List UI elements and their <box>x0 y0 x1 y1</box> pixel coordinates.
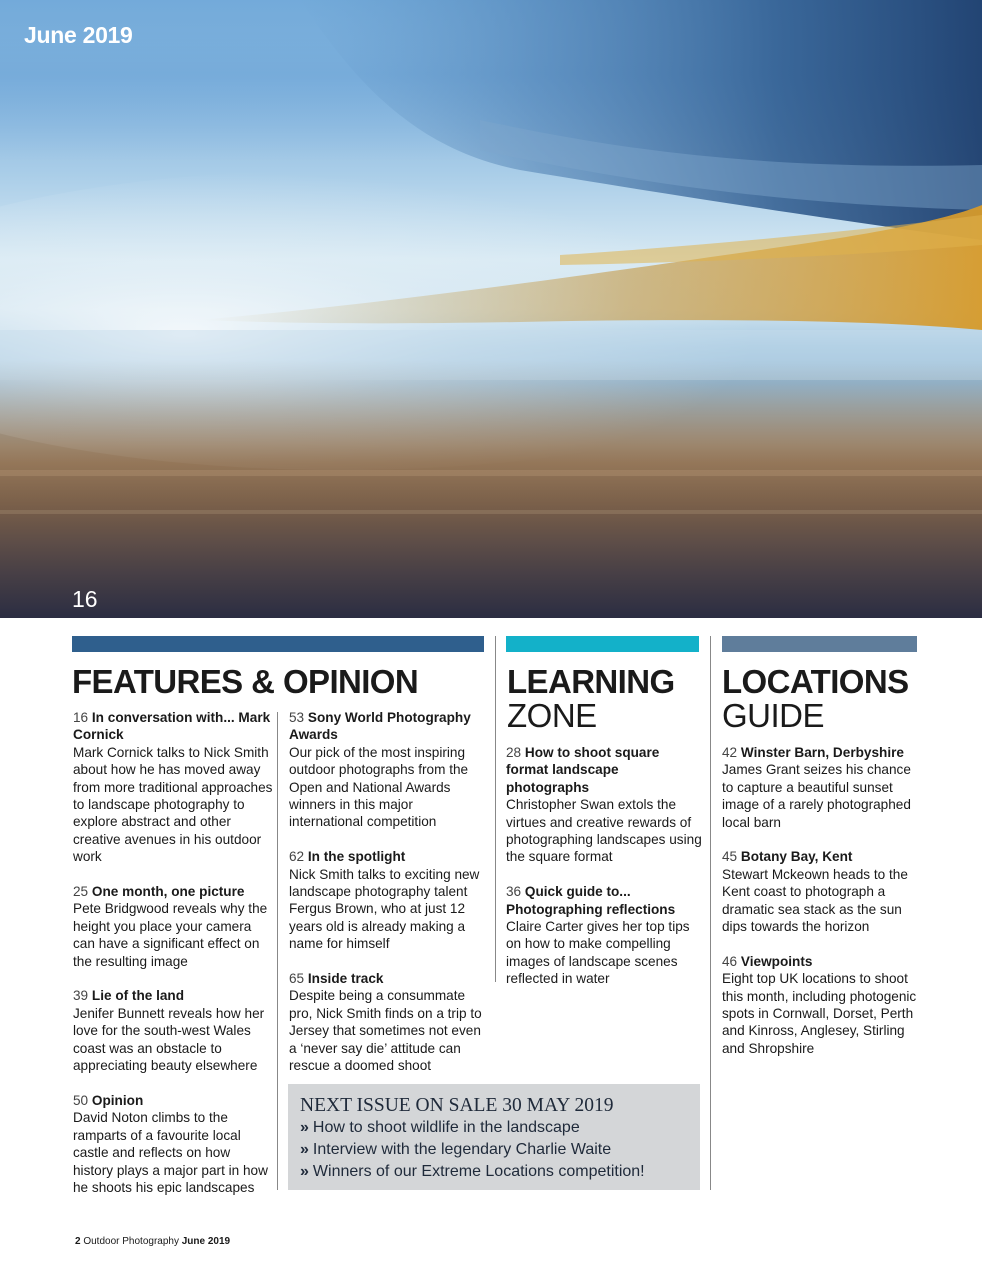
features-column-1 <box>73 709 273 1214</box>
contents-entry[interactable] <box>722 953 922 1057</box>
contents-entry[interactable] <box>73 1092 273 1196</box>
contents-entry[interactable] <box>289 970 489 1074</box>
column-divider <box>710 636 711 1190</box>
footer-issue: June 2019 <box>181 1236 231 1247</box>
entry-title: Lie of the land <box>91 988 185 1004</box>
footer-magazine-name: Outdoor Photography <box>83 1236 179 1247</box>
page-number: 25 <box>73 884 89 900</box>
entry-description: Our pick of the most inspiring outdoor photographs from the Open and National Awards winners in this major international competition <box>289 744 469 830</box>
contents-entry[interactable] <box>73 987 273 1074</box>
next-issue-item-text: How to shoot wildlife in the landscape <box>312 1119 580 1136</box>
contents-entry[interactable] <box>722 848 922 935</box>
entry-title: Sony World Photography Awards <box>289 710 471 743</box>
learning-heading: LEARNING <box>507 663 675 700</box>
contents-entry[interactable] <box>73 709 273 866</box>
hero-page-reference: 16 <box>72 586 98 612</box>
entry-description: James Grant seizes his chance to capture a beautiful sunset image of a rarely photographed local barn <box>722 762 911 830</box>
chevron-right-icon: » <box>300 1119 309 1136</box>
contents-entry[interactable] <box>506 883 702 987</box>
issue-date-label: June 2019 <box>24 22 133 48</box>
page-number: 42 <box>722 745 738 760</box>
locations-subheading: GUIDE <box>722 697 825 734</box>
entry-title: In the spotlight <box>307 849 406 865</box>
page-number: 39 <box>73 988 89 1004</box>
entry-description: Mark Cornick talks to Nick Smith about how he has moved away from more traditional approaches to landscape photography to explore abstract and other creative avenues in his outdoor work <box>73 744 273 865</box>
locations-section-bar <box>722 636 917 652</box>
page-number: 16 <box>73 710 89 725</box>
chevron-right-icon: » <box>300 1163 309 1180</box>
page-footer <box>75 1236 230 1247</box>
features-section-bar <box>72 636 484 652</box>
entry-title: Opinion <box>91 1092 144 1108</box>
entry-title: Winster Barn, Derbyshire <box>740 745 904 760</box>
entry-description: Christopher Swan extols the virtues and creative rewards of photographing landscapes using the square format <box>506 797 702 865</box>
contents-entry[interactable] <box>289 709 489 831</box>
entry-title: Inside track <box>307 971 384 987</box>
next-issue-item <box>300 1139 688 1161</box>
page-number: 36 <box>506 884 522 900</box>
page-number: 53 <box>289 710 305 725</box>
entry-title: Quick guide to... Photographing reflections <box>506 884 676 917</box>
column-divider <box>277 712 278 1190</box>
learning-section-bar <box>506 636 699 652</box>
locations-column <box>722 744 922 1075</box>
next-issue-item-text: Winners of our Extreme Locations competition! <box>312 1163 645 1180</box>
hero-photo <box>0 0 982 618</box>
entry-description: Claire Carter gives her top tips on how to make compelling images of landscape scenes reflected in water <box>506 919 690 987</box>
next-issue-item <box>300 1161 688 1183</box>
column-divider <box>495 636 496 982</box>
contents-entry[interactable] <box>73 883 273 970</box>
entry-description: Jenifer Bunnett reveals how her love for the south-west Wales coast was an obstacle to appreciating beauty elsewhere <box>73 1005 265 1074</box>
entry-description: Despite being a consummate pro, Nick Smith finds on a trip to Jersey that sometimes not even a ‘never say die’ attitude can rescue a doomed shoot <box>289 988 482 1074</box>
entry-title: Botany Bay, Kent <box>740 849 853 865</box>
next-issue-item-text: Interview with the legendary Charlie Waite <box>312 1141 612 1158</box>
entry-description: Nick Smith talks to exciting new landscape photography talent Fergus Brown, who at just 12 years old is already making a name for himself <box>289 866 480 952</box>
features-heading: FEATURES & OPINION <box>72 663 419 700</box>
page-number: 50 <box>73 1092 89 1108</box>
next-issue-title: NEXT ISSUE ON SALE 30 MAY 2019 <box>300 1095 614 1116</box>
footer-page-number: 2 <box>75 1236 81 1247</box>
long-exposure-beach-image <box>0 0 982 618</box>
entry-description: Eight top UK locations to shoot this month, including photogenic spots in Cornwall, Dorset, Perth and Kinross, Anglesey, Stirling and Shropshire <box>722 971 917 1056</box>
contents-entry[interactable] <box>506 744 702 866</box>
entry-title: Viewpoints <box>740 953 813 969</box>
learning-subheading: ZONE <box>507 697 597 734</box>
entry-description: Stewart Mckeown heads to the Kent coast to photograph a dramatic sea stack as the sun dips towards the horizon <box>722 866 908 935</box>
page-number: 28 <box>506 745 522 760</box>
entry-title: In conversation with... Mark Cornick <box>73 710 271 743</box>
entry-title: How to shoot square format landscape photographs <box>506 745 660 795</box>
page-number: 46 <box>722 953 738 969</box>
page-number: 45 <box>722 849 738 865</box>
contents-entry[interactable] <box>289 848 489 952</box>
page-number: 62 <box>289 849 305 865</box>
page-number: 65 <box>289 971 305 987</box>
entry-description: Pete Bridgwood reveals why the height you place your camera can have a significant effect on the resulting image <box>73 901 268 969</box>
entry-title: One month, one picture <box>91 884 245 900</box>
next-issue-item <box>300 1117 688 1139</box>
learning-column <box>506 744 702 1005</box>
locations-heading: LOCATIONS <box>722 663 909 700</box>
chevron-right-icon: » <box>300 1141 309 1158</box>
entry-description: David Noton climbs to the ramparts of a favourite local castle and reflects on how history plays a major part in how he shoots his epic landscapes <box>73 1110 268 1195</box>
contents-entry[interactable] <box>722 744 922 831</box>
next-issue-box <box>288 1084 700 1190</box>
features-column-2 <box>289 709 489 1092</box>
